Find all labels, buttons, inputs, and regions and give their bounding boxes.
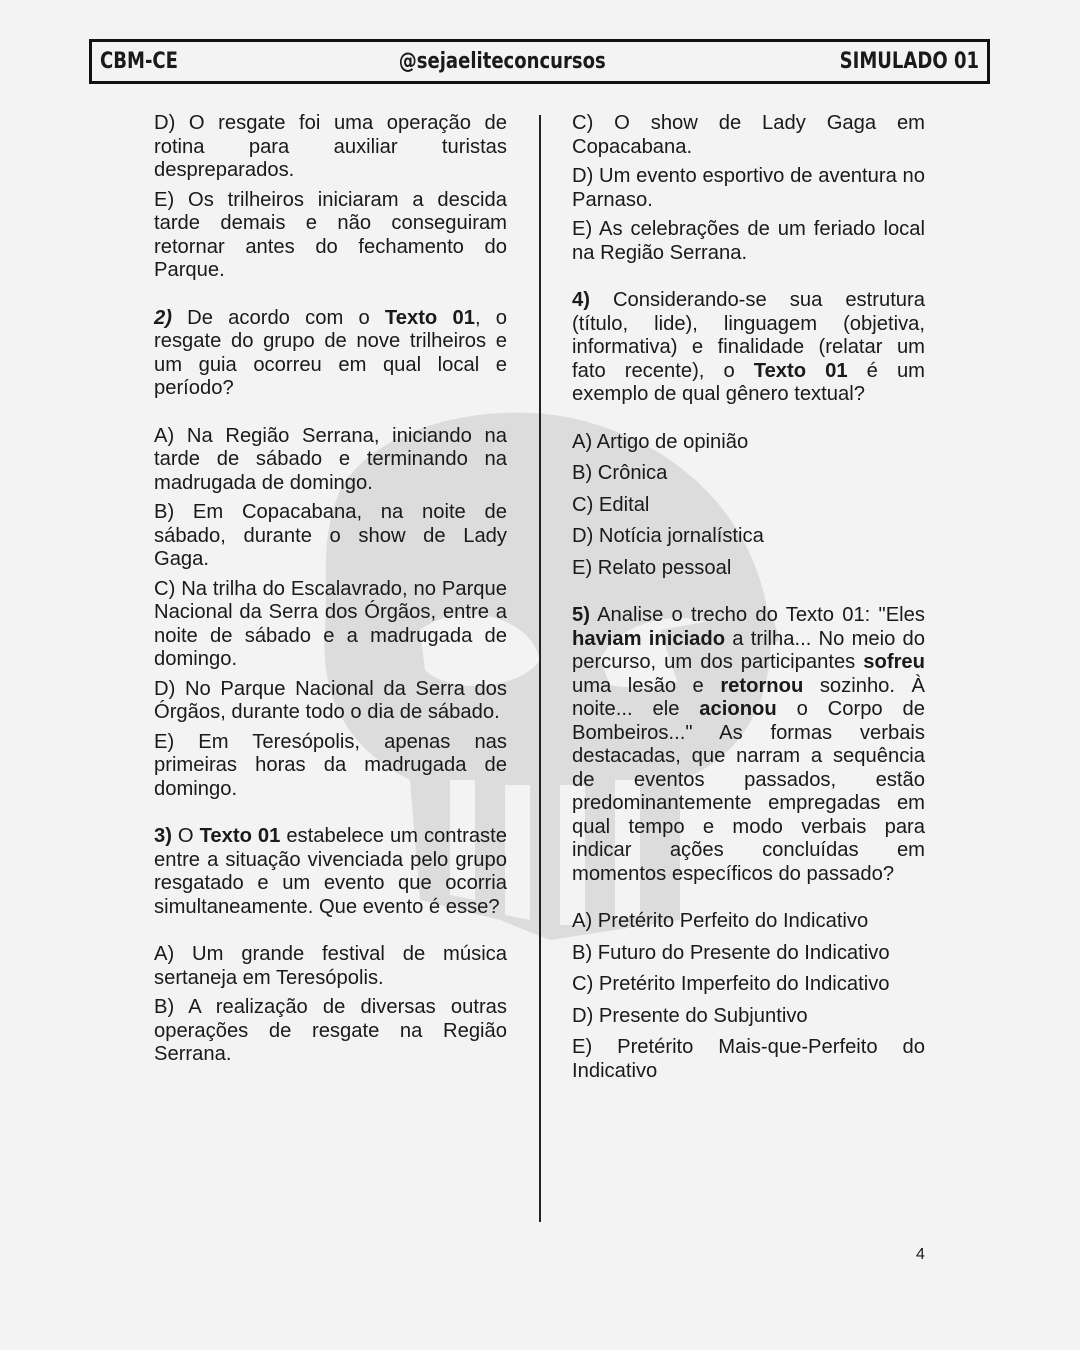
q4-option-c: C) Edital [572, 493, 650, 516]
q4-option-d: D) Notícia jornalística [572, 525, 764, 547]
q3-stem-bold: Texto 01 [199, 825, 281, 847]
question-4-stem [572, 289, 925, 407]
q5-bold-1: haviam iniciado [572, 627, 726, 650]
q4-stem-bold: Texto 01 [753, 359, 848, 382]
question-3-number: 3) [154, 825, 172, 847]
q5-bold-4: acionou [699, 698, 777, 720]
question-5-stem [572, 604, 925, 886]
q4-option-b: B) Crônica [572, 462, 668, 484]
q4-option-a: A) Artigo de opinião [572, 430, 749, 453]
right-column [572, 112, 925, 1089]
q5-option-a: A) Pretérito Perfeito do Indicativo [572, 910, 869, 932]
q5-bold-3: retornou [720, 674, 804, 697]
q3-stem-text: O [171, 825, 200, 847]
question-2-number: 2) [154, 306, 172, 329]
q5-option-c: C) Pretérito Imperfeito do Indicativo [572, 973, 890, 995]
question-3-stem [154, 825, 507, 919]
q5-text-5: o Corpo de Bombeiros..." As formas verbais destacadas, que narram a sequência de eventos passados, estão predominantemente empregadas em qual tempo e modo verbais para indicar ações concluídas em momentos específicos do passado? [572, 698, 925, 885]
q3-stem-text-end: estabelece um contraste entre a situação vivenciada pelo grupo resgatado e um evento que ocorria simultaneamente. Que evento é esse? [154, 825, 507, 918]
page-header [89, 39, 990, 84]
q1-option-d: D) O resgate foi uma operação de rotina para auxiliar turistas despreparados. [154, 112, 507, 181]
q2-stem-text-end: , o resgate do grupo de nove trilheiros e um guia ocorreu em qual local e período? [154, 306, 507, 399]
question-4-number: 4) [572, 289, 590, 311]
q3-option-e: E) As celebrações de um feriado local na Região Serrana. [572, 218, 925, 264]
q3-option-a: A) Um grande festival de música sertaneja em Teresópolis. [154, 943, 507, 989]
q2-stem-bold: Texto 01 [384, 306, 475, 329]
q3-option-b: B) A realização de diversas outras operações de resgate na Região Serrana. [154, 996, 507, 1065]
page-number: 4 [916, 1246, 925, 1263]
q2-option-d: D) No Parque Nacional da Serra dos Órgãos, durante todo o dia de sábado. [154, 677, 507, 723]
q4-option-e: E) Relato pessoal [572, 556, 732, 579]
header-exam-name: CBM-CE [100, 49, 179, 74]
q2-option-e: E) Em Teresópolis, apenas nas primeiras horas da madrugada de domingo. [154, 730, 507, 800]
q2-option-a: A) Na Região Serrana, iniciando na tarde de sábado e terminando na madrugada de domingo. [154, 424, 507, 494]
q2-option-c: C) Na trilha do Escalavrado, no Parque Nacional da Serra dos Órgãos, entre a noite de sábado e a madrugada de domingo. [154, 577, 507, 670]
question-5-number: 5) [572, 604, 590, 626]
q3-option-d: D) Um evento esportivo de aventura no Parnaso. [572, 165, 925, 211]
q2-stem-text: De acordo com o [171, 306, 385, 329]
q5-option-d: D) Presente do Subjuntivo [572, 1004, 808, 1027]
column-divider [539, 115, 541, 1222]
question-2-stem [154, 307, 507, 401]
q3-option-c: C) O show de Lady Gaga em Copacabana. [572, 112, 925, 158]
q5-text-2: a trilha... No meio do percurso, um dos participantes [572, 627, 925, 673]
q4-stem-text-end: é um exemplo de qual gênero textual? [572, 359, 925, 405]
q1-option-e: E) Os trilheiros iniciaram a descida tarde demais e não conseguiram retornar antes do fechamento do Parque. [154, 188, 507, 281]
header-simulado: SIMULADO 01 [839, 49, 979, 74]
left-column [154, 112, 507, 1073]
q5-text-1: Analise o trecho do Texto 01: "Eles [589, 604, 925, 626]
q5-text-3: uma lesão e [572, 674, 721, 697]
q2-option-b: B) Em Copacabana, na noite de sábado, durante o show de Lady Gaga. [154, 501, 507, 570]
q4-stem-text: Considerando-se sua estrutura (título, lide), linguagem (objetiva, informativa) e finalidade (relatar um fato recente), o [572, 289, 925, 382]
q5-text-4: sozinho. À noite... ele [572, 674, 925, 720]
q5-bold-2: sofreu [863, 651, 925, 673]
q5-option-b: B) Futuro do Presente do Indicativo [572, 941, 890, 964]
q5-option-e: E) Pretérito Mais-que-Perfeito do Indicativo [572, 1036, 925, 1082]
header-handle: @sejaeliteconcursos [398, 49, 606, 74]
